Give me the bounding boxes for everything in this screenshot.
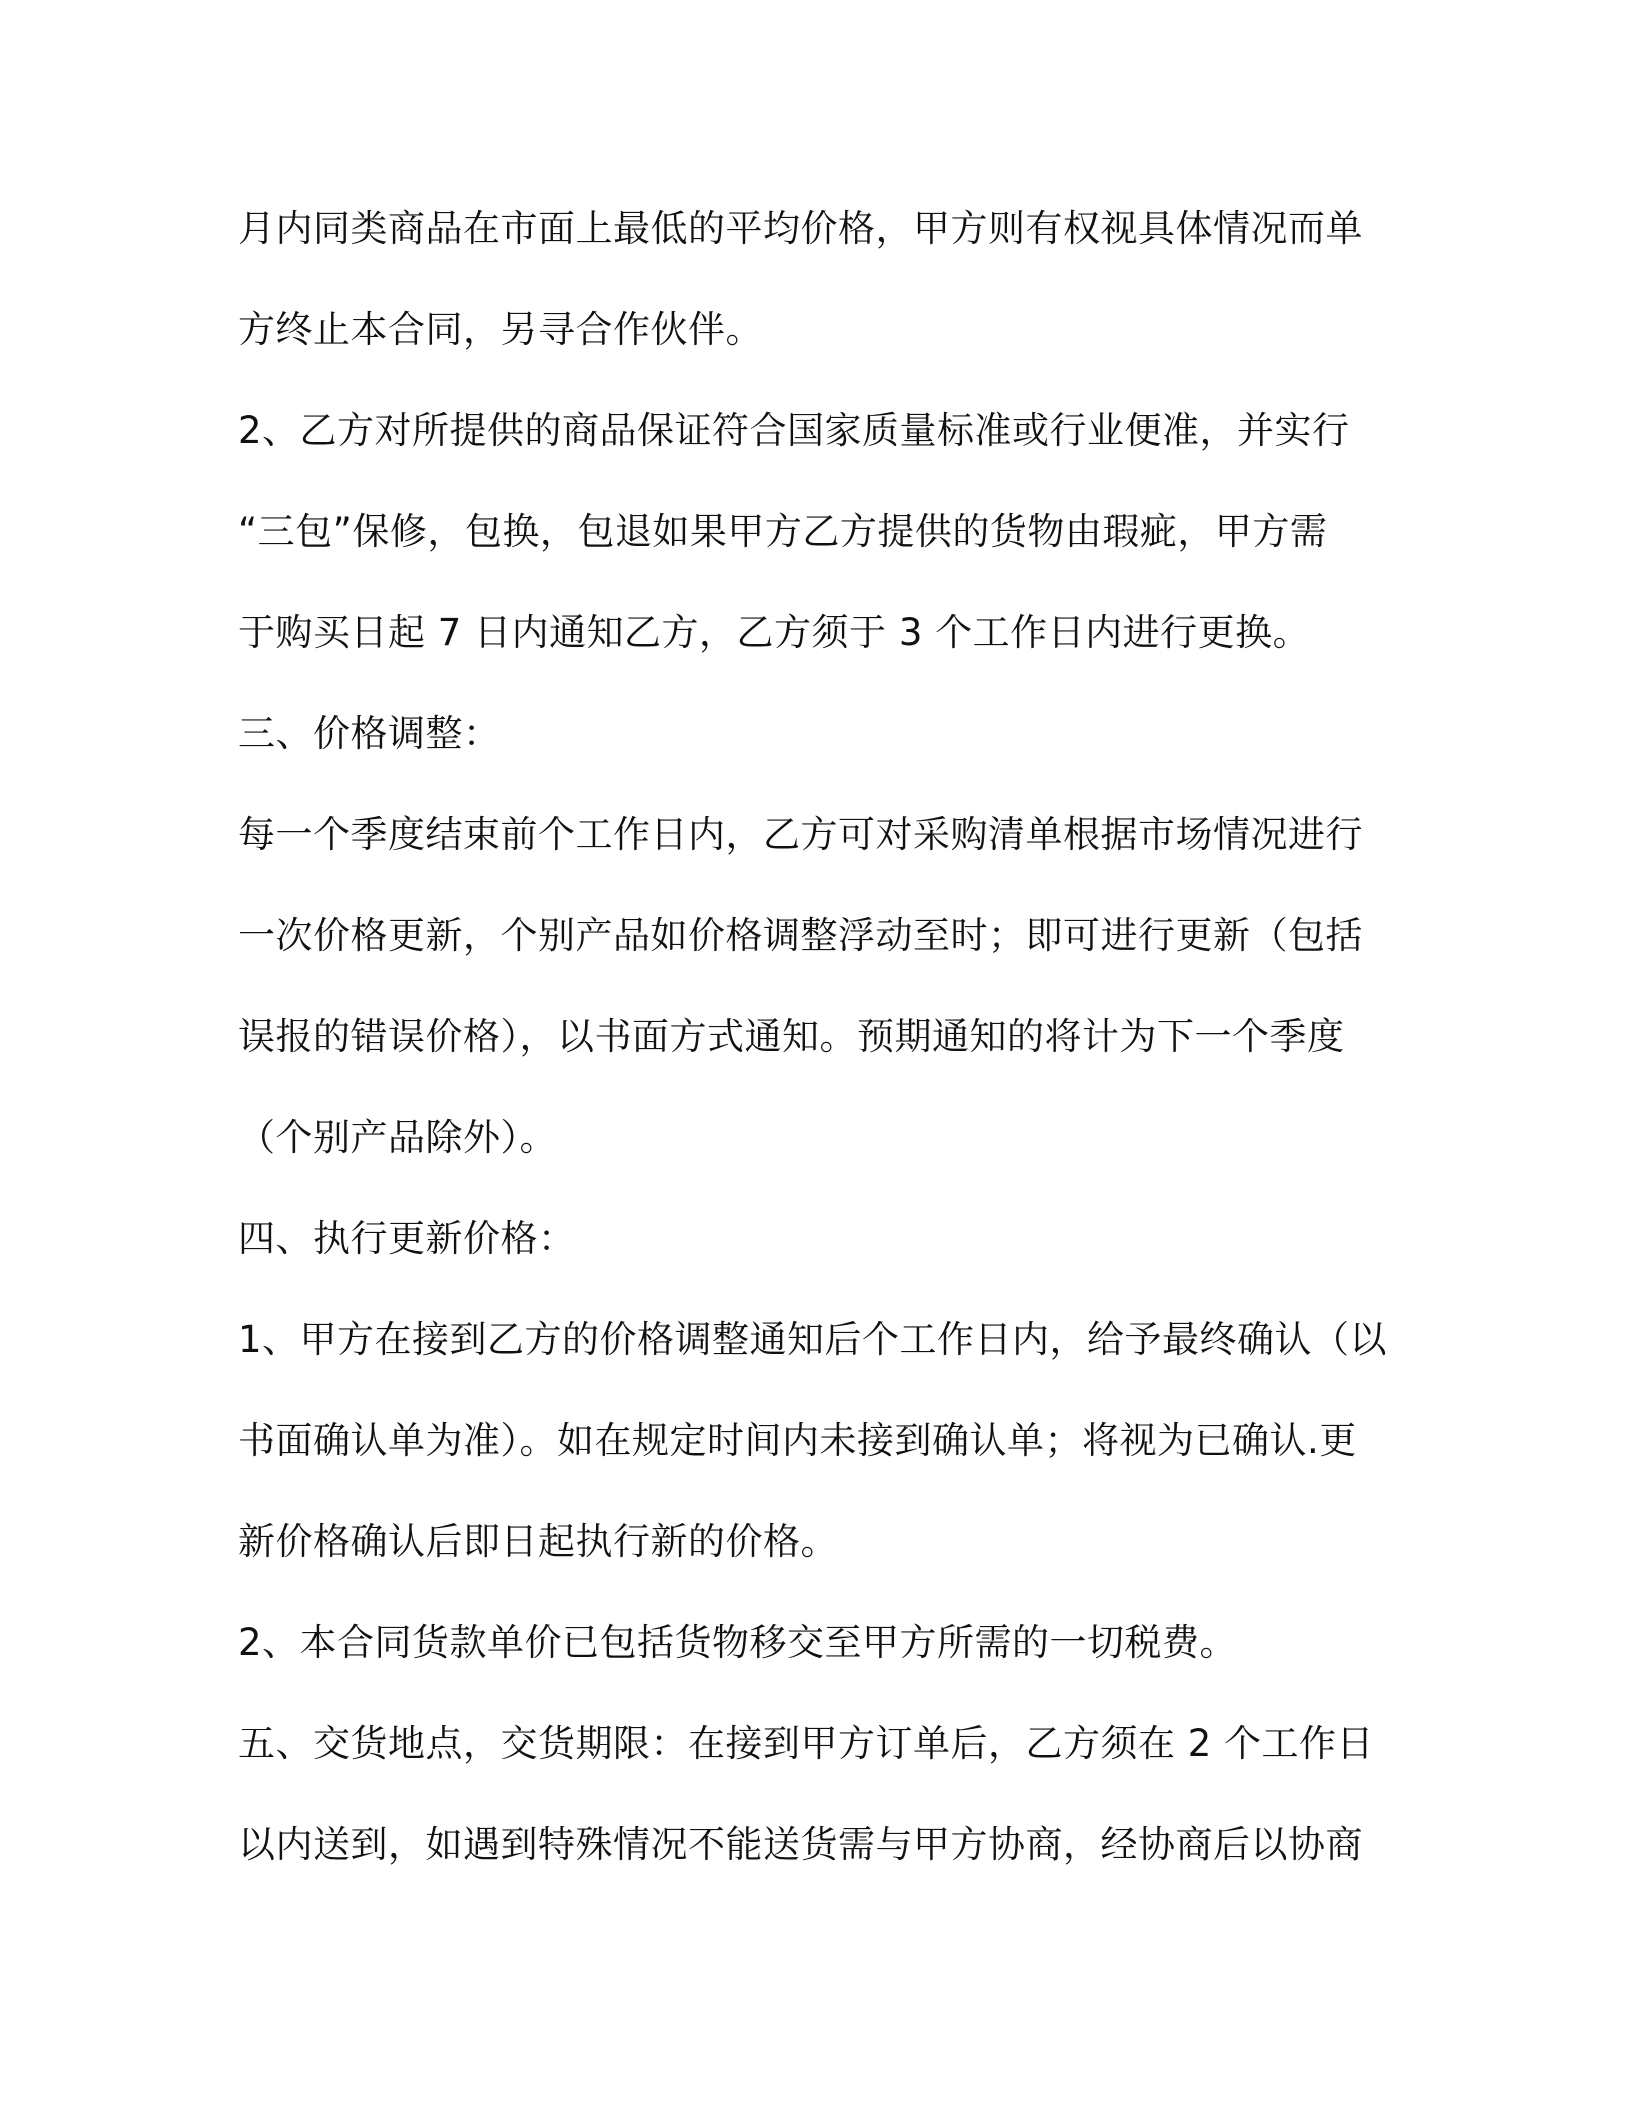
text-line: 2、本合同货款单价已包括货物移交至甲方所需的一切税费。 [238,1621,1238,1664]
text-line: 以内送到，如遇到特殊情况不能送货需与甲方协商，经协商后以协商 [238,1823,1363,1866]
text-line: 误报的错误价格），以书面方式通知。预期通知的将计为下一个季度 [238,1015,1345,1058]
text-line: 方终止本合同，另寻合作伙伴。 [238,308,763,351]
text-line: （个别产品除外）。 [238,1116,557,1159]
section-heading-price-adjustment: 三、价格调整： [238,712,501,755]
text-line: 月内同类商品在市面上最低的平均价格，甲方则有权视具体情况而单 [238,207,1363,250]
section-heading-delivery: 五、交货地点，交货期限：在接到甲方订单后，乙方须在 2 个工作日 [238,1722,1375,1765]
document-body [238,178,1388,1895]
text-line: 书面确认单为准）。如在规定时间内未接到确认单；将视为已确认.更 [238,1419,1357,1462]
section-heading-execute-update: 四、执行更新价格： [238,1217,576,1260]
text-line: 1、甲方在接到乙方的价格调整通知后个工作日内，给予最终确认（以 [238,1318,1388,1361]
text-line: 2、乙方对所提供的商品保证符合国家质量标准或行业便准，并实行 [238,409,1350,452]
text-line: 一次价格更新，个别产品如价格调整浮动至时；即可进行更新（包括 [238,914,1363,957]
text-line: 新价格确认后即日起执行新的价格。 [238,1520,838,1563]
text-line: “三包”保修，包换，包退如果甲方乙方提供的货物由瑕疵，甲方需 [238,510,1328,553]
text-line: 于购买日起 7 日内通知乙方，乙方须于 3 个工作日内进行更换。 [238,611,1311,654]
text-line: 每一个季度结束前个工作日内，乙方可对采购清单根据市场情况进行 [238,813,1363,856]
